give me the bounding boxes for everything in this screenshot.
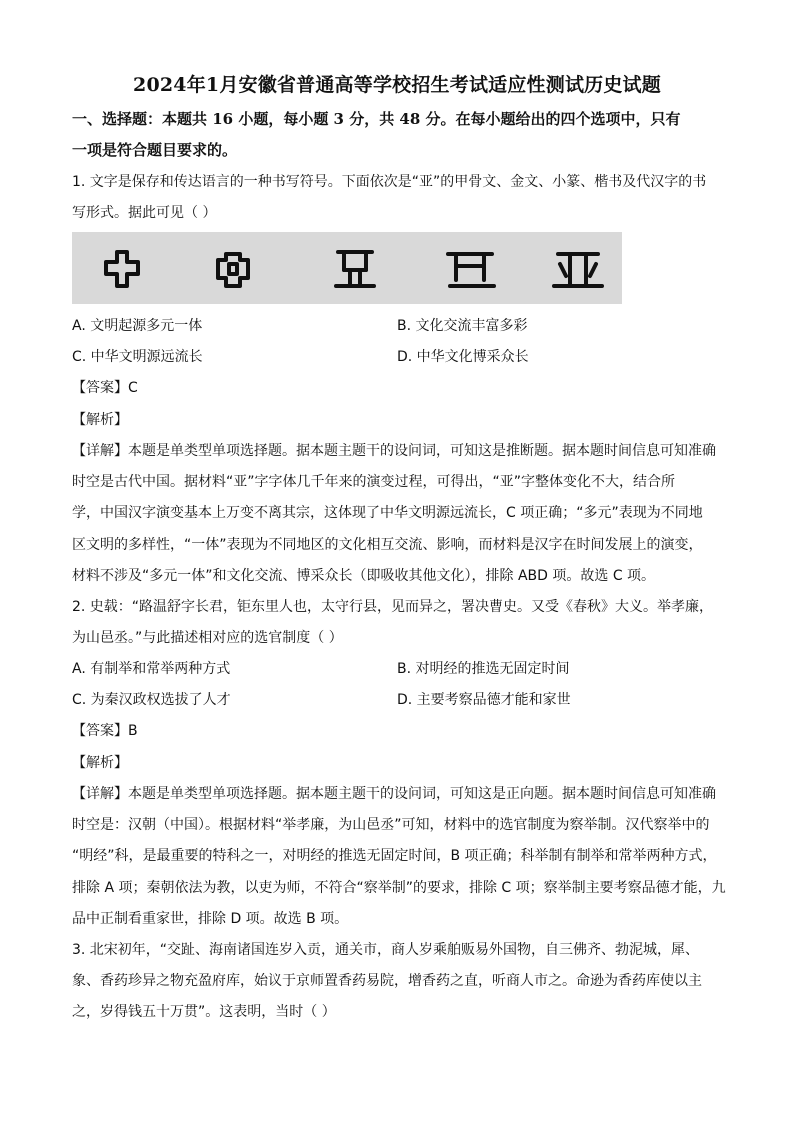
q3-stem-line-2: 象、香药珍异之物充盈府库，始议于京师置香药易院，增香药之直，听商人市之。命逊为香药库使以主	[72, 973, 702, 989]
q2-option-a: A. 有制举和常举两种方式	[72, 661, 231, 677]
q1-option-c: C. 中华文明源远流长	[72, 349, 203, 365]
q2-analysis-label: 【解析】	[72, 755, 128, 771]
q1-detail-line-1: 【详解】本题是单类型单项选择题。据本题主题干的设问词，可知这是推断题。据本题时间信息可知准确	[72, 443, 716, 459]
section-heading	[72, 104, 722, 166]
ya-glyphs-svg	[72, 232, 622, 304]
q2-detail-line-3: “明经”科，是最重要的特科之一，对明经的推选无固定时间，B 项正确；科举制有制举和常举两种方式，	[72, 848, 717, 864]
q1-option-b: B. 文化交流丰富多彩	[397, 318, 528, 334]
q3-stem-line-1: 3. 北宋初年，“交趾、海南诸国连岁入贡，通关市，商人岁乘舶贩易外国物，自三佛齐、勃泥城，犀、	[72, 942, 700, 958]
q2-detail-line-5: 品中正制看重家世，排除 D 项。故选 B 项。	[72, 911, 349, 927]
q2-option-d: D. 主要考察品德才能和家世	[397, 692, 571, 708]
q2-detail-line-4: 排除 A 项；秦朝依法为教，以吏为师，不符合“察举制”的要求，排除 C 项；察举制主要考察品德才能，九	[72, 880, 726, 896]
oracle-bone-ya-glyph	[106, 252, 138, 286]
q1-stem-line-2: 写形式。据此可见（ ）	[72, 205, 217, 221]
page-title: 2024年1月安徽省普通高等学校招生考试适应性测试历史试题	[133, 74, 661, 96]
q2-detail-line-2: 时空是：汉朝（中国）。根据材料“举孝廉，为山邑丞”可知，材料中的选官制度为察举制。汉代察举中的	[72, 817, 710, 833]
regular-script-ya-glyph	[448, 254, 494, 286]
q1-option-a: A. 文明起源多元一体	[72, 318, 203, 334]
q1-option-d: D. 中华文化博采众长	[397, 349, 529, 365]
q1-detail-line-2: 时空是古代中国。据材料“亚”字字体几千年来的演变过程，可得出，“亚”字整体变化不大，结合所	[72, 474, 676, 490]
section-heading-line-1: 一、选择题：本题共 16 小题，每小题 3 分，共 48 分。在每小题给出的四个选项中，只有	[72, 110, 681, 128]
small-seal-ya-glyph	[336, 252, 374, 286]
q2-answer: 【答案】B	[72, 723, 138, 739]
q2-stem-line-1: 2. 史载：“路温舒字长君，钜东里人也，太守行县，见而异之，署决曹史。又受《春秋》大义。举孝廉，	[72, 599, 714, 615]
q2-option-c: C. 为秦汉政权选拔了人才	[72, 692, 231, 708]
bronze-ya-glyph	[218, 254, 248, 286]
q2-stem-line-2: 为山邑丞。”与此描述相对应的选官制度（ ）	[72, 630, 343, 646]
section-heading-line-2: 一项是符合题目要求的。	[72, 141, 238, 159]
q2-detail-line-1: 【详解】本题是单类型单项选择题。据本题主题干的设问词，可知这是正向题。据本题时间信息可知准确	[72, 786, 716, 802]
simplified-ya-glyph	[554, 254, 602, 286]
q1-answer: 【答案】C	[72, 380, 138, 396]
q1-analysis-label: 【解析】	[72, 412, 128, 428]
q1-detail-line-3: 学，中国汉字演变基本上万变不离其宗，这体现了中华文明源远流长，C 项正确；“多元”表现为不同地	[72, 505, 703, 521]
q3-stem-line-3: 之，岁得钱五十万贯”。这表明，当时（ ）	[72, 1004, 336, 1020]
q1-detail-line-5: 材料不涉及“多元一体”和文化交流、博采众长（即吸收其他文化），排除 ABD 项。故选 C 项。	[72, 568, 656, 584]
q1-detail-line-4: 区文明的多样性，“一体”表现为不同地区的文化相互交流、影响，而材料是汉字在时间发展上的演变，	[72, 537, 703, 553]
ya-character-evolution-image	[72, 232, 622, 304]
q2-option-b: B. 对明经的推选无固定时间	[397, 661, 570, 677]
q1-stem-line-1: 1. 文字是保存和传达语言的一种书写符号。下面依次是“亚”的甲骨文、金文、小篆、楷书及代汉字的书	[72, 174, 707, 190]
